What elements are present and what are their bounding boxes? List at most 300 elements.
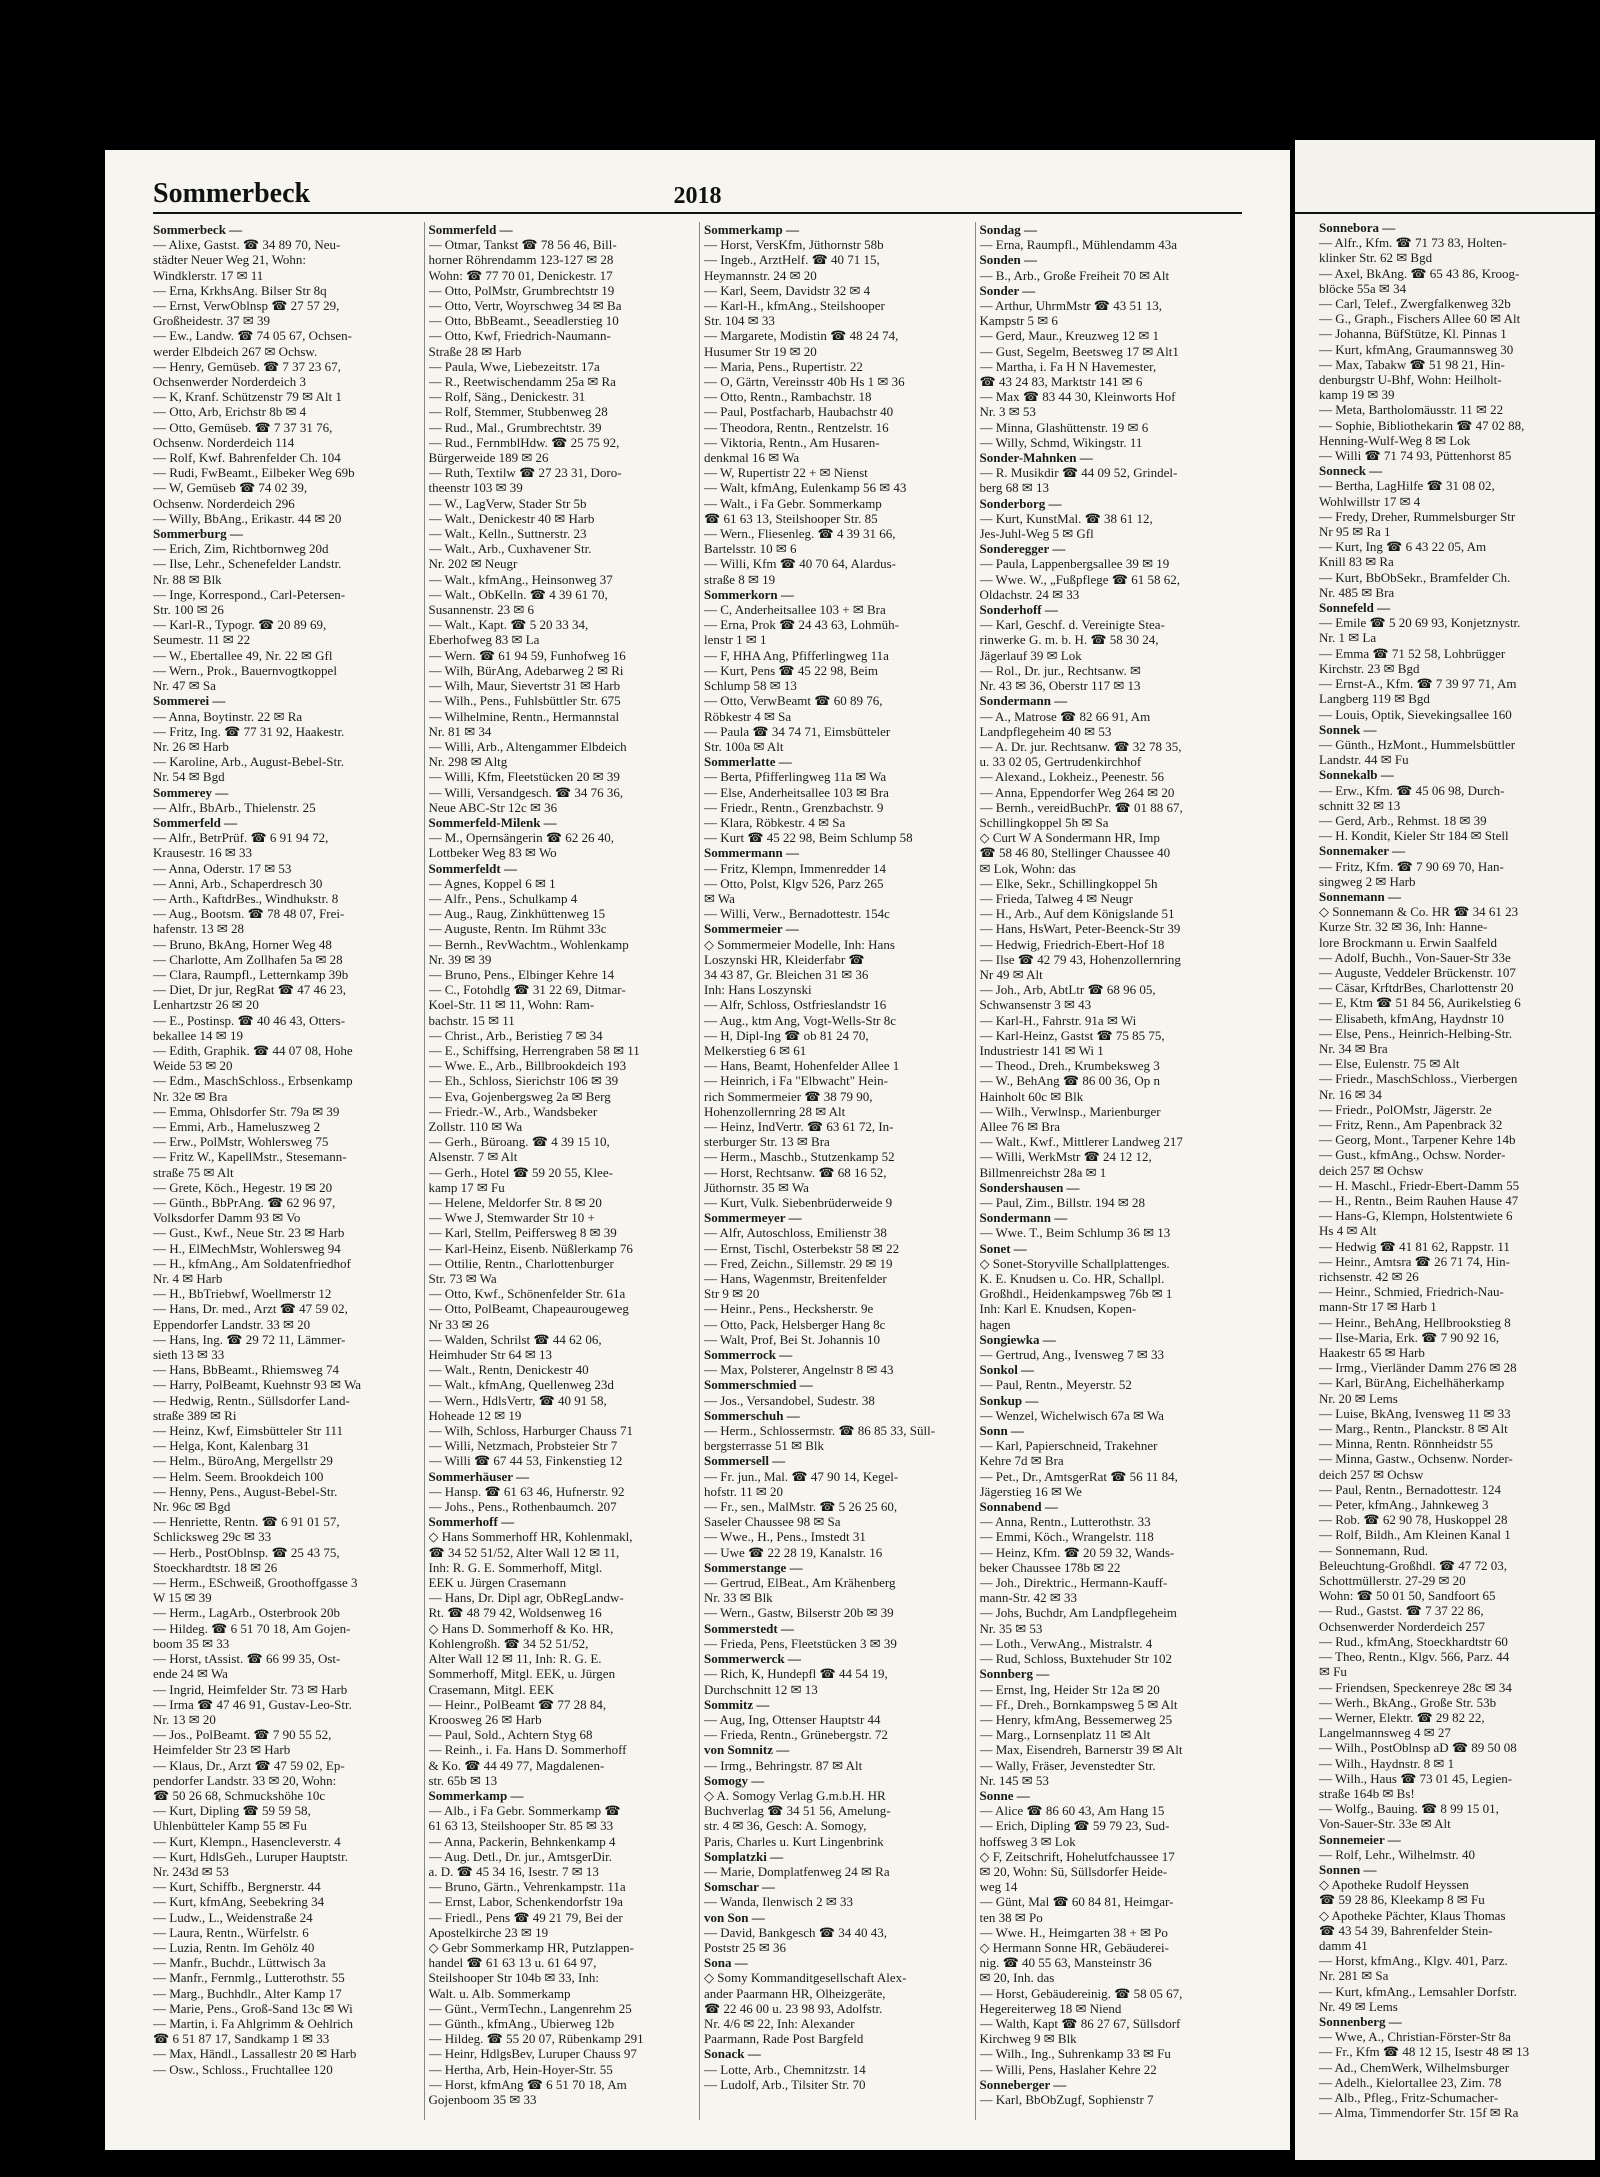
directory-line: — Willi, WerkMstr ☎ 24 12 12,: [979, 1149, 1152, 1165]
directory-line: — Willi, Versandgesch. ☎ 34 76 36,: [428, 784, 624, 800]
directory-line: — Hans, Dr. med., Arzt ☎ 47 59 02,: [153, 1301, 348, 1317]
directory-line: — H., ElMechMstr, Wohlersweg 94: [153, 1240, 341, 1256]
surname-heading: Sonnekalb —: [1319, 767, 1394, 783]
directory-line: — Emma ☎ 71 52 58, Lohbrügger: [1319, 645, 1506, 661]
directory-line: — Rich, K, Hundepfl ☎ 44 54 19,: [704, 1666, 888, 1682]
page-number: 2018: [673, 183, 722, 209]
directory-line: — Walt., Kelln., Suttnerstr. 23: [428, 526, 587, 542]
directory-line: Wohn: ☎ 77 70 01, Denickestr. 17: [428, 267, 613, 283]
directory-line: — Otto, BbBeamt., Seeadlerstieg 10: [428, 313, 619, 329]
directory-line: — Erw., PolMstr, Wohlersweg 75: [153, 1134, 329, 1150]
directory-line: — Eh., Schloss, Sierichstr 106 ✉ 39: [428, 1073, 619, 1089]
directory-line: nig. ☎ 40 55 63, Mansteinstr 36: [979, 1955, 1152, 1971]
directory-line: — Wilh, BürAng, Adebarweg 2 ✉ Ri: [428, 662, 624, 678]
directory-line: Nr. 16 ✉ 34: [1319, 1086, 1382, 1102]
directory-line: — Wilh., Ing., Suhrenkamp 33 ✉ Fu: [979, 2046, 1171, 2062]
directory-line: Nr. 243d ✉ 53: [153, 1863, 229, 1879]
directory-line: Allee 76 ✉ Bra: [979, 1118, 1061, 1134]
directory-line: — G., Graph., Fischers Allee 60 ✉ Alt: [1319, 311, 1521, 327]
directory-line: — Rolf, Lehr., Wilhelmstr. 40: [1319, 1846, 1475, 1862]
directory-line: Schottmüllerstr. 27-29 ✉ 20: [1319, 1573, 1466, 1589]
directory-line: lenstr 1 ✉ 1: [704, 632, 767, 648]
directory-line: Saseler Chaussee 98 ✉ Sa: [704, 1514, 841, 1530]
directory-line: — Friedr.-W., Arb., Wandsbeker: [428, 1103, 598, 1119]
directory-line: — Max, Tabakw ☎ 51 98 21, Hin-: [1319, 356, 1505, 372]
surname-heading: Sonder —: [979, 282, 1036, 298]
directory-line: Lenhartzstr 26 ✉ 20: [153, 997, 259, 1013]
directory-line: — Otto, Kwf., Schönenfelder Str. 61a: [428, 1286, 626, 1302]
directory-line: hofstr. 11 ✉ 20: [704, 1483, 784, 1499]
directory-line: — Rud., FernmblHdw. ☎ 25 75 92,: [428, 434, 620, 450]
directory-line: — Ernst, Ing, Heider Str 12a ✉ 20: [979, 1681, 1160, 1697]
directory-line: — Ingeb., ArztHelf. ☎ 40 71 15,: [704, 252, 880, 268]
directory-line: — Bertha, LagHilfe ☎ 31 08 02,: [1319, 478, 1495, 494]
directory-line: Paris, Charles u. Kurt Lingenbrink: [704, 1833, 884, 1849]
directory-line: lore Brockmann u. Erwin Saalfeld: [1319, 934, 1497, 950]
directory-line: — Rud., Gastst. ☎ 7 37 22 86,: [1319, 1603, 1484, 1619]
directory-line: Sommerhoff, Mitgl. EEK, u. Jürgen: [428, 1666, 616, 1682]
directory-line: — Rolf, Bildh., Am Kleinen Kanal 1: [1319, 1527, 1511, 1543]
directory-line: — Wenzel, Wichelwisch 67a ✉ Wa: [979, 1407, 1164, 1423]
directory-line: — Henny, Pens., August-Bebel-Str.: [153, 1483, 338, 1499]
surname-heading: Sommerfeld —: [428, 222, 513, 237]
directory-line: Weide 53 ✉ 20: [153, 1058, 233, 1074]
directory-line: — Adolf, Buchh., Von-Sauer-Str 33e: [1319, 949, 1511, 965]
directory-line: Wohn: ☎ 50 01 50, Sandfoort 65: [1319, 1588, 1496, 1604]
directory-line: W 15 ✉ 39: [153, 1590, 212, 1606]
directory-line: — Eva, Gojenbergsweg 2a ✉ Berg: [428, 1088, 611, 1104]
directory-line: — Wilh., Haydnstr. 8 ✉ 1: [1319, 1755, 1455, 1771]
directory-line: Hegereiterweg 18 ✉ Niend: [979, 2000, 1122, 2016]
directory-line: Nr. 88 ✉ Blk: [153, 571, 222, 587]
directory-line: Nr. 1 ✉ La: [1319, 630, 1377, 646]
directory-line: — H. Maschl., Friedr-Ebert-Damm 55: [1319, 1177, 1520, 1193]
directory-line: ◇ Apotheke Pächter, Klaus Thomas: [1319, 1907, 1506, 1923]
directory-line: — Bernh., RevWachtm., Wohlenkamp: [428, 936, 629, 952]
surname-heading: Sonnemann —: [1319, 888, 1401, 904]
directory-line: — H., Rentn., Beim Rauhen Hause 47: [1319, 1193, 1519, 1208]
directory-line: — Auguste, Rentn. Im Rühmt 33c: [428, 921, 607, 937]
directory-line: — Alfr, Autoschloss, Emilienstr 38: [704, 1225, 887, 1241]
surname-heading: Sommerlatte —: [704, 754, 792, 770]
directory-line: — Heinz, Kfm. ☎ 20 59 32, Wands-: [979, 1544, 1175, 1560]
directory-line: ◇ Somy Kommanditgesellschaft Alex-: [704, 1970, 907, 1986]
directory-line: Henning-Wulf-Weg 8 ✉ Lok: [1319, 432, 1471, 448]
directory-line: — Emile ☎ 5 20 69 93, Konjetznystr.: [1319, 615, 1521, 631]
directory-line: — Walt., i Fa Gebr. Sommerkamp: [704, 495, 882, 511]
directory-line: — David, Bankgesch ☎ 34 40 43,: [704, 1924, 888, 1940]
surname-heading: Sommermann —: [704, 845, 799, 861]
directory-line: Hohenzollernring 28 ✉ Alt: [704, 1103, 846, 1119]
column-1: [153, 222, 416, 2120]
directory-line: — Rolf, Säng., Denickestr. 31: [428, 389, 586, 405]
directory-line: Volksdorfer Damm 93 ✉ Vo: [153, 1210, 301, 1226]
directory-line: Ochsenwerder Norderdeich 257: [1319, 1618, 1486, 1634]
directory-line: ☎ 43 24 83, Marktstr 141 ✉ 6: [979, 374, 1143, 390]
surname-heading: Sommitz —: [704, 1696, 770, 1712]
directory-line: Heimhuder Str 64 ✉ 13: [428, 1347, 553, 1363]
directory-line: — Johs, Buchdr, Am Landpflegeheim: [979, 1605, 1177, 1621]
directory-line: — Minna, Rentn. Rönnheidstr 55: [1319, 1436, 1494, 1452]
surname-heading: Sommermeyer —: [704, 1210, 802, 1226]
directory-line: Ochsenwerder Norderdeich 3: [153, 374, 307, 390]
directory-line: — Paula, Wwe, Liebezeitstr. 17a: [428, 358, 600, 374]
directory-line: — Manfr., Fernmlg., Lutterothstr. 55: [153, 1970, 345, 1986]
directory-line: — Kurt ☎ 45 22 98, Beim Schlump 58: [704, 830, 913, 846]
directory-line: ✉ Lok, Wohn: das: [979, 860, 1076, 876]
surname-heading: Sondag —: [979, 222, 1037, 237]
directory-line: — Erna, KrkhsAng. Bilser Str 8q: [153, 282, 327, 298]
directory-line: — Heinr, HdlgsBev, Luruper Chauss 97: [428, 2046, 637, 2062]
directory-line: Poststr 25 ✉ 36: [704, 1939, 787, 1955]
directory-line: Schlicksweg 29c ✉ 33: [153, 1529, 272, 1545]
directory-line: — Wwe, A., Christian-Förster-Str 8a: [1319, 2029, 1511, 2045]
directory-line: — Viktoria, Rentn., Am Husaren-: [704, 434, 880, 450]
directory-line: — Aug. Detl., Dr. jur., AmtsgerDir.: [428, 1848, 612, 1864]
directory-line: — Kurt, Vulk. Siebenbrüderweide 9: [704, 1195, 893, 1210]
directory-line: — Willi, Verw., Bernadottestr. 154c: [704, 906, 890, 922]
directory-line: — Paul, Rentn., Meyerstr. 52: [979, 1377, 1132, 1393]
directory-line: — Else, Anderheitsallee 103 ✉ Bra: [704, 784, 889, 800]
directory-line: — Johs., Pens., Rothenbaumch. 207: [428, 1499, 617, 1515]
directory-line: Nr 49 ✉ Alt: [979, 966, 1043, 982]
directory-line: — Wern., Fliesenleg. ☎ 4 39 31 66,: [704, 526, 896, 542]
directory-line: — Kurt, kfmAng, Seebekring 34: [153, 1894, 325, 1910]
directory-line: — Werner, Elektr. ☎ 29 82 22,: [1319, 1709, 1485, 1725]
directory-line: Industriestr 141 ✉ Wi 1: [979, 1042, 1104, 1058]
directory-line: Hoheade 12 ✉ 19: [428, 1407, 522, 1423]
directory-line: weg 14: [979, 1879, 1018, 1895]
directory-line: — Luzia, Rentn. Im Gehölz 40: [153, 1939, 315, 1955]
directory-line: Nr. 20 ✉ Lems: [1319, 1390, 1398, 1406]
directory-line: — Friedr., PolOMstr, Jägerstr. 2e: [1319, 1101, 1492, 1117]
directory-line: — Günt, Mal ☎ 60 84 81, Heimgar-: [979, 1894, 1174, 1910]
directory-line: — Aug., ktm Ang, Vogt-Wells-Str 8c: [704, 1012, 897, 1028]
directory-line: Knill 83 ✉ Ra: [1319, 554, 1394, 570]
directory-line: Susannenstr. 23 ✉ 6: [428, 602, 535, 618]
right-column-head: Sonnebora —: [1319, 220, 1396, 235]
directory-line: Nr. 4/6 ✉ 22, Inh: Alexander: [704, 2015, 855, 2031]
directory-line: — Willi, Kfm ☎ 40 70 64, Alardus-: [704, 556, 897, 572]
directory-line: & Ko. ☎ 44 49 77, Magdalenen-: [428, 1757, 605, 1773]
directory-line: bekallee 14 ✉ 19: [153, 1027, 243, 1043]
directory-line: — Fritz, Klempn, Immenredder 14: [704, 860, 886, 876]
directory-line: — Bruno, BkAng, Horner Weg 48: [153, 936, 332, 952]
directory-line: schnitt 32 ✉ 13: [1319, 797, 1401, 813]
directory-line: ◇ Sonnemann & Co. HR ☎ 34 61 23: [1319, 904, 1519, 920]
surname-heading: Sommerstedt —: [704, 1620, 794, 1636]
directory-line: ☎ 34 52 51/52, Alter Wall 12 ✉ 11,: [428, 1544, 620, 1560]
directory-line: — Horst, VersKfm, Jüthornstr 58b: [704, 237, 884, 253]
surname-heading: Sonderhoff —: [979, 602, 1058, 618]
surname-heading: Sonnenberg —: [1319, 2013, 1402, 2029]
directory-line: — Walt., Kwf., Mittlerer Landweg 217: [979, 1134, 1183, 1150]
directory-line: ☎ 43 54 39, Bahrenfelder Stein-: [1319, 1922, 1493, 1938]
directory-line: Zollstr. 110 ✉ Wa: [428, 1118, 523, 1134]
directory-line: — E., Schiffsing, Herrengraben 58 ✉ 11: [428, 1042, 640, 1058]
directory-line: str. 4 ✉ 36, Gesch: A. Somogy,: [704, 1818, 867, 1834]
running-head: Sommerbeck: [153, 178, 311, 209]
directory-line: — Jos., PolBeamt. ☎ 7 90 55 52,: [153, 1727, 332, 1743]
directory-line: — Arthur, UhrmMstr ☎ 43 51 13,: [979, 298, 1163, 314]
directory-line: — Erna, Prok ☎ 24 43 63, Lohmüh-: [704, 617, 899, 633]
directory-line: — Walt, kfmAng, Eulenkamp 56 ✉ 43: [704, 480, 907, 496]
directory-line: — Gerh., Büroang. ☎ 4 39 15 10,: [428, 1134, 610, 1150]
directory-line: Nr. 39 ✉ 39: [428, 951, 492, 967]
directory-line: — Wally, Fräser, Jevenstedter Str.: [979, 1757, 1156, 1773]
directory-line: — Willi ☎ 71 74 93, Püttenhorst 85: [1319, 448, 1512, 464]
directory-line: — Alfr., Pens., Schulkamp 4: [428, 890, 578, 906]
directory-line: — Horst, kfmAng ☎ 6 51 70 18, Am: [428, 2076, 627, 2092]
directory-line: Nr. 43 ✉ 36, Oberstr 117 ✉ 13: [979, 678, 1141, 694]
directory-line: ☎ 58 46 80, Stellinger Chaussee 40: [979, 845, 1171, 861]
directory-line: Kohlengroßh. ☎ 34 52 51/52,: [428, 1635, 589, 1651]
directory-line: — Frieda, Rentn., Grünebergstr. 72: [704, 1727, 888, 1743]
directory-line: — Hans, Dr. Dipl agr, ObRegLandw-: [428, 1590, 624, 1606]
directory-line: Großhdl., Heidenkampsweg 76b ✉ 1: [979, 1286, 1173, 1302]
directory-line: — Wern., Prok., Bauernvogtkoppel: [153, 662, 337, 678]
directory-line: Steilshooper Str 104b ✉ 33, Inh:: [428, 1970, 599, 1986]
directory-line: Nr. 13 ✉ 20: [153, 1711, 216, 1727]
directory-line: — Otto, Vertr, Woyrschweg 34 ✉ Ba: [428, 298, 622, 314]
directory-line: mann-Str 17 ✉ Harb 1: [1319, 1299, 1437, 1315]
directory-line: bachstr. 15 ✉ 11: [428, 1012, 515, 1028]
directory-line: städter Neuer Weg 21, Wohn:: [153, 252, 307, 268]
directory-line: — Willi, Netzmach, Probsteier Str 7: [428, 1438, 618, 1454]
directory-line: — Friedr., Rentn., Grenzbachstr. 9: [704, 799, 884, 815]
directory-line: ☎ 22 46 00 u. 23 98 93, Adolfstr.: [704, 2000, 883, 2016]
directory-line: Nr. 298 ✉ Altg: [428, 754, 508, 770]
directory-line: — Elisabeth, kfmAng, Haydnstr 10: [1319, 1010, 1504, 1026]
directory-line: — Willy, BbAng., Erikastr. 44 ✉ 20: [153, 510, 342, 526]
directory-line: — Max, Eisendreh, Barnerstr 39 ✉ Alt: [979, 1742, 1183, 1758]
directory-line: Haakestr 65 ✉ Harb: [1319, 1345, 1425, 1361]
directory-line: Krausestr. 16 ✉ 33: [153, 845, 252, 861]
directory-line: Husumer Str 19 ✉ 20: [704, 343, 817, 359]
surname-heading: Sommerfeldt —: [428, 860, 517, 876]
surname-heading: Sommerburg —: [153, 526, 243, 542]
directory-line: — Max, Polsterer, Angelnstr 8 ✉ 43: [704, 1362, 894, 1378]
directory-line: ◇ Sommermeier Modelle, Inh: Hans: [704, 936, 895, 952]
surname-heading: Somplatzki —: [704, 1848, 784, 1864]
surname-heading: Sommerstange —: [704, 1559, 803, 1575]
directory-line: kamp 19 ✉ 39: [1319, 387, 1395, 403]
directory-line: — Walt., ObKelln. ☎ 4 39 61 70,: [428, 586, 608, 602]
directory-line: — Heinz, IndVertr. ☎ 63 61 72, In-: [704, 1118, 894, 1134]
directory-line: Kurze Str. 32 ✉ 36, Inh: Hanne-: [1319, 919, 1488, 935]
surname-heading: Sonnemeier —: [1319, 1831, 1401, 1847]
directory-line: Kampstr 5 ✉ 6: [979, 313, 1058, 329]
directory-line: — Kurt, Klempn., Hasencleverstr. 4: [153, 1833, 341, 1849]
directory-line: — Louis, Optik, Sievekingsallee 160: [1319, 706, 1512, 722]
directory-line: — Karl, BbObZugf, Sophienstr 7: [979, 2091, 1154, 2107]
directory-line: — Wwe., H., Pens., Imstedt 31: [704, 1529, 866, 1545]
directory-line: — Wwe. W., „Fußpflege ☎ 61 58 62,: [979, 571, 1180, 587]
directory-line: — Ff., Dreh., Bornkampsweg 5 ✉ Alt: [979, 1696, 1178, 1712]
directory-line: Hs 4 ✉ Alt: [1319, 1223, 1377, 1239]
directory-line: — Alixe, Gastst. ☎ 34 89 70, Neu-: [153, 237, 341, 253]
directory-line: Nr. 54 ✉ Bgd: [153, 769, 225, 785]
directory-line: Oldachstr. 24 ✉ 33: [979, 586, 1080, 602]
directory-line: Buchverlag ☎ 34 51 56, Amelung-: [704, 1803, 891, 1819]
directory-line: — Ernst, VerwOblnsp ☎ 27 57 29,: [153, 298, 340, 314]
directory-line: Heymannstr. 24 ✉ 20: [704, 267, 817, 283]
directory-line: — Lotte, Arb., Chemnitzstr. 14: [704, 2061, 866, 2077]
directory-line: boom 35 ✉ 33: [153, 1635, 230, 1651]
directory-line: deich 257 ✉ Ochsw: [1319, 1466, 1424, 1482]
directory-line: — Martha, i. Fa H N Havemester,: [979, 358, 1157, 374]
directory-line: — Kurt, Ing ☎ 6 43 22 05, Am: [1319, 539, 1487, 555]
surname-heading: Sommerkamp —: [704, 222, 799, 237]
directory-line: — Ingrid, Heimfelder Str. 73 ✉ Harb: [153, 1681, 348, 1697]
directory-line: — W., Ebertallee 49, Nr. 22 ✉ Gfl: [153, 647, 333, 663]
directory-line: — Marg., Rentn., Planckstr. 8 ✉ Alt: [1319, 1421, 1508, 1437]
directory-line: — Wilh., Pens., Fuhlsbüttler Str. 675: [428, 693, 621, 709]
directory-line: — Bruno, Gärtn., Vehrenkampstr. 11a: [428, 1879, 626, 1895]
directory-line: — Willy, Schmd, Wikingstr. 11: [979, 434, 1143, 450]
directory-line: — Wilh, Maur, Sievertstr 31 ✉ Harb: [428, 678, 621, 694]
directory-line: — Rol., Dr. jur., Rechtsanw. ✉: [979, 662, 1141, 678]
directory-line: — Fr. jun., Mal. ☎ 47 90 14, Kegel-: [704, 1468, 899, 1484]
directory-line: Bartelsstr. 10 ✉ 6: [704, 541, 797, 557]
surname-heading: Sommerey —: [153, 784, 229, 800]
directory-line: Kirchweg 9 ✉ Blk: [979, 2031, 1077, 2047]
directory-line: — Otto, VerwBeamt ☎ 60 89 76,: [704, 693, 883, 709]
directory-line: — Emma, Ohlsdorfer Str. 79a ✉ 39: [153, 1103, 340, 1119]
directory-line: — Marg., Lornsenplatz 11 ✉ Alt: [979, 1727, 1151, 1743]
directory-line: — Ad., ChemWerk, Wilhelmsburger: [1319, 2059, 1510, 2075]
directory-line: Uhlenbütteler Kamp 55 ✉ Fu: [153, 1818, 307, 1834]
surname-heading: Sommermeier —: [704, 921, 799, 937]
directory-line: straße 8 ✉ 19: [704, 571, 776, 587]
directory-line: — Theo, Rentn., Klgv. 566, Parz. 44: [1319, 1649, 1510, 1665]
surname-heading: Sommerschuh —: [704, 1407, 800, 1423]
directory-line: — Erna, Raumpfl., Mühlendamm 43a: [979, 237, 1177, 253]
directory-line: Von-Sauer-Str. 33e ✉ Alt: [1319, 1816, 1451, 1832]
directory-line: — Karl-H., kfmAng., Steilshooper: [704, 298, 885, 314]
directory-line: — Karl, Papierschneid, Trakehner: [979, 1438, 1158, 1454]
directory-line: — Gust, Segelm, Beetsweg 17 ✉ Alt1: [979, 343, 1179, 359]
directory-line: — W, Gemüseb ☎ 74 02 39,: [153, 480, 308, 496]
directory-line: — Bernh., vereidBuchPr. ☎ 01 88 67,: [979, 799, 1183, 815]
directory-line: Nr. 281 ✉ Sa: [1319, 1968, 1389, 1984]
directory-line: Eberhofweg 83 ✉ La: [428, 632, 540, 648]
directory-line: — A. Dr. jur. Rechtsanw. ☎ 32 78 35,: [979, 738, 1182, 754]
surname-heading: Sommerei —: [153, 693, 226, 709]
directory-line: sieth 13 ✉ 33: [153, 1347, 225, 1363]
directory-line: — R. Musikdir ☎ 44 09 52, Grindel-: [979, 465, 1178, 481]
directory-line: deich 257 ✉ Ochsw: [1319, 1162, 1424, 1178]
directory-line: Inh: Karl E. Knudsen, Kopen-: [979, 1301, 1137, 1317]
directory-line: — Georg, Mont., Tarpener Kehre 14b: [1319, 1132, 1516, 1148]
directory-line: ◇ Hans D. Sommerhoff & Ko. HR,: [428, 1620, 614, 1636]
directory-line: — Wwe. T., Beim Schlump 36 ✉ 13: [979, 1225, 1171, 1241]
directory-line: — Frieda, Talweg 4 ✉ Neugr: [979, 890, 1133, 906]
directory-line: Walt. u. Alb. Sommerkamp: [428, 1985, 571, 2001]
directory-line: — Heinr., Schmied, Friedrich-Nau-: [1319, 1284, 1504, 1300]
directory-line: u. 33 02 05, Gertrudenkirchhof: [979, 754, 1142, 770]
directory-line: Kroosweg 26 ✉ Harb: [428, 1711, 542, 1727]
directory-line: — F, HHA Ang, Pfifferlingweg 11a: [704, 647, 889, 663]
directory-line: — Minna, Glashüttenstr. 19 ✉ 6: [979, 419, 1149, 435]
surname-heading: Sommerkamp —: [428, 1787, 524, 1803]
directory-line: Eppendorfer Landstr. 33 ✉ 20: [153, 1316, 311, 1332]
directory-line: — Edm., MaschSchloss., Erbsenkamp: [153, 1073, 353, 1089]
directory-line: Wohlwillstr 17 ✉ 4: [1319, 493, 1421, 509]
directory-line: — Klara, Röbkestr. 4 ✉ Sa: [704, 814, 846, 830]
directory-line: — Luise, BkAng, Ivensweg 11 ✉ 33: [1319, 1405, 1511, 1421]
directory-line: denkmal 16 ✉ Wa: [704, 450, 800, 466]
directory-line: — Karl-H., Fahrstr. 91a ✉ Wi: [979, 1012, 1137, 1028]
directory-line: — Walt., Denickestr 40 ✉ Harb: [428, 510, 595, 526]
directory-line: — Rud., kfmAng, Stoeckhardtstr 60: [1319, 1633, 1508, 1649]
directory-line: — Berta, Pfifferlingweg 11a ✉ Wa: [704, 769, 887, 785]
directory-line: kamp 17 ✉ Fu: [428, 1179, 505, 1195]
directory-line: — Walt., Arb., Cuxhavener Str.: [428, 541, 592, 557]
directory-line: — Karl, BürAng, Eichelhäherkamp: [1319, 1375, 1505, 1391]
directory-line: — Kurt, Dipling ☎ 59 59 58,: [153, 1803, 311, 1819]
directory-line: damm 41: [1319, 1937, 1368, 1953]
directory-line: singweg 2 ✉ Harb: [1319, 873, 1416, 889]
directory-line: Langelmannsweg 4 ✉ 27: [1319, 1725, 1451, 1741]
directory-line: berg 68 ✉ 13: [979, 480, 1050, 496]
directory-line: Großheidestr. 37 ✉ 39: [153, 313, 271, 329]
directory-line: — Adelh., Kielortallee 23, Zim. 78: [1319, 2074, 1502, 2090]
directory-line: — Günth., BbPrAng. ☎ 62 96 97,: [153, 1195, 336, 1210]
surname-heading: Sommerkorn —: [704, 586, 794, 602]
directory-line: — Kurt, kfmAng, Graumannsweg 30: [1319, 341, 1514, 357]
directory-line: — Else, Pens., Heinrich-Helbing-Str.: [1319, 1025, 1513, 1041]
directory-line: — Paula ☎ 34 74 71, Eimsbütteler: [704, 723, 891, 739]
directory-line: — Erich, Zim, Richtbornweg 20d: [153, 541, 329, 557]
directory-line: — Wwe. E., Arb., Billbrookdeich 193: [428, 1058, 627, 1074]
directory-line: — Inge, Korrespond., Carl-Petersen-: [153, 586, 346, 602]
directory-line: — Anna, Boytinstr. 22 ✉ Ra: [153, 708, 303, 724]
directory-line: — Otto, PolMstr, Grumbrechtstr 19: [428, 282, 615, 298]
surname-heading: Sonn —: [979, 1423, 1024, 1439]
directory-line: sterburger Str. 13 ✉ Bra: [704, 1134, 830, 1150]
directory-line: — Fred, Zeichn., Sillemstr. 29 ✉ 19: [704, 1255, 893, 1271]
directory-line: — H. Kondit, Kieler Str 184 ✉ Stell: [1319, 828, 1509, 844]
directory-line: — Herm., LagArb., Osterbrook 20b: [153, 1605, 341, 1621]
directory-line: — Otto, PolBeamt, Chapeaurougeweg: [428, 1301, 629, 1317]
directory-line: — Kurt, HdlsGeh., Luruper Hauptstr.: [153, 1848, 348, 1864]
directory-line: — Fritz W., KapellMstr., Stesemann-: [153, 1149, 347, 1165]
surname-heading: Sonderborg —: [979, 495, 1062, 511]
directory-line: Jes-Juhl-Weg 5 ✉ Gfl: [979, 526, 1094, 542]
directory-line: richsenstr. 42 ✉ 26: [1319, 1269, 1419, 1285]
directory-line: — Henriette, Rentn. ☎ 6 91 01 57,: [153, 1514, 340, 1530]
directory-line: — Carl, Telef., Zwergfalkenweg 32b: [1319, 296, 1511, 312]
directory-line: — Gerd, Maur., Kreuzweg 12 ✉ 1: [979, 328, 1159, 344]
directory-line: — C, Anderheitsallee 103 + ✉ Bra: [704, 602, 886, 618]
directory-line: Str. 100a ✉ Alt: [704, 738, 784, 754]
directory-line: — Walden, Schrilst ☎ 44 62 06,: [428, 1331, 602, 1347]
directory-line: handel ☎ 61 63 13 u. 61 64 97,: [428, 1955, 597, 1971]
directory-columns: [153, 222, 1242, 2120]
directory-line: — Sophie, Bibliothekarin ☎ 47 02 88,: [1319, 417, 1525, 433]
directory-line: Billmenreichstr 28a ✉ 1: [979, 1164, 1107, 1180]
directory-line: — Günt., VermTechn., Langenrehm 25: [428, 2000, 632, 2016]
directory-line: — H., BbTriebwf, Woellmerstr 12: [153, 1286, 332, 1302]
directory-line: — Herm., ESchweiß, Groothoffgasse 3: [153, 1575, 358, 1591]
directory-line: Alter Wall 12 ✉ 11, Inh: R. G. E.: [428, 1651, 602, 1667]
directory-line: Apostelkirche 23 ✉ 19: [428, 1924, 549, 1940]
directory-line: Nr. 81 ✉ 34: [428, 723, 492, 739]
directory-line: ✉ 20, Inh. das: [979, 1970, 1055, 1986]
directory-line: ◇ Apotheke Rudolf Heyssen: [1319, 1877, 1469, 1893]
directory-line: — Wwe J, Stemwarder Str 10 +: [428, 1210, 595, 1226]
